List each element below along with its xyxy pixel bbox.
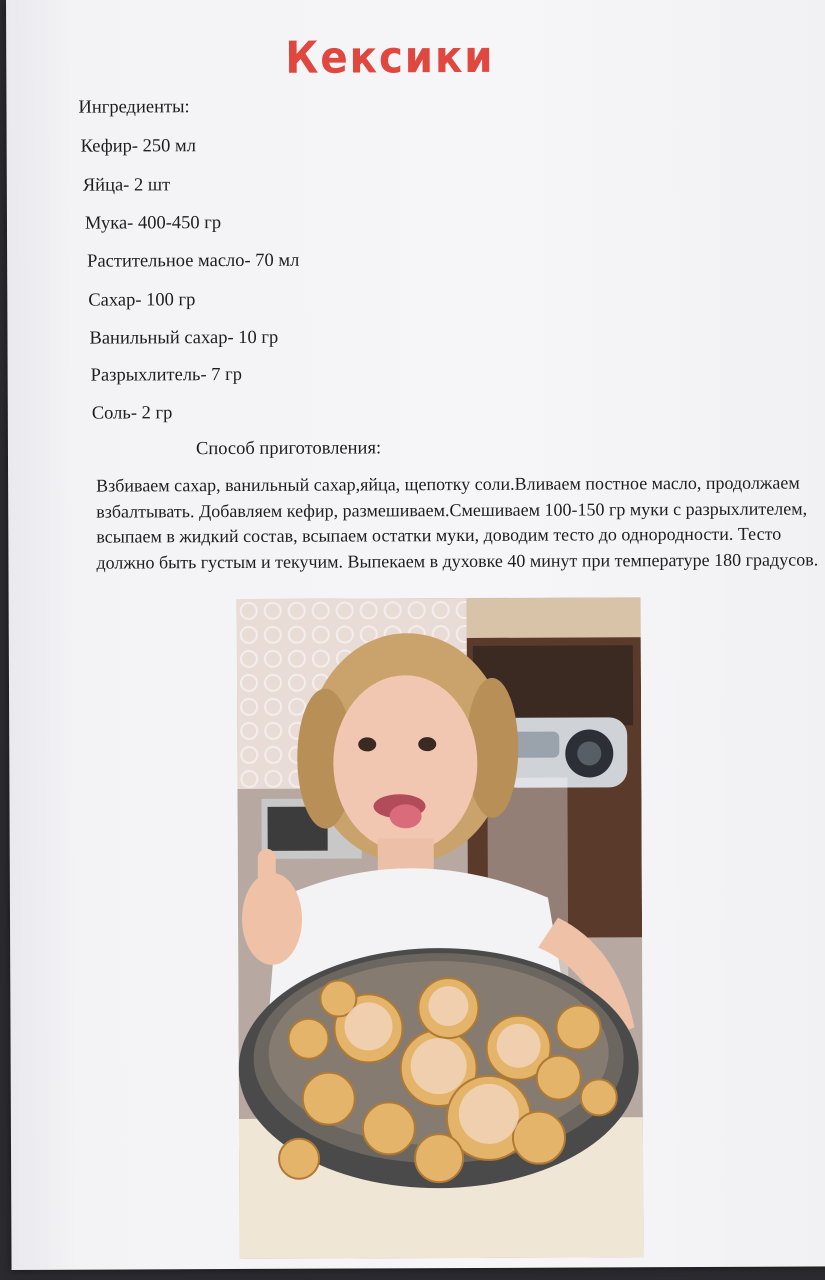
ingredient-item: Кефир- 250 мл	[80, 136, 196, 157]
ingredient-item: Яйца- 2 шт	[82, 175, 171, 196]
ingredient-item: Разрыхлитель- 7 гр	[90, 364, 243, 386]
recipe-sheet	[6, 0, 825, 1270]
ingredient-item: Мука- 400-450 гр	[84, 213, 222, 234]
ingredient-item: Ванильный сахар- 10 гр	[89, 327, 279, 349]
method-header: Способ приготовления:	[195, 438, 382, 460]
ingredients-header: Ингредиенты:	[78, 97, 190, 118]
ingredient-item: Соль- 2 гр	[91, 403, 173, 424]
ingredient-item: Сахар- 100 гр	[88, 290, 196, 311]
method-text: Взбиваем сахар, ванильный сахар,яйца, щепотку соли.Вливаем постное масло, продолжаем взбалтывать. Добавляем кефир, размешиваем.Смешиваем 100-150 гр муки с разрыхлителем, всыпаем в жидкий состав, всыпаем остатки муки, доводим тесто до однородности. Тесто должно быть густым и текучим. Выпекаем в духовке 40 минут при температуре 180 градусов.	[96, 472, 819, 573]
cupcakes-photo	[237, 597, 644, 1259]
ingredient-item: Растительное масло- 70 мл	[87, 250, 300, 272]
recipe-title: Кексики	[285, 31, 495, 84]
